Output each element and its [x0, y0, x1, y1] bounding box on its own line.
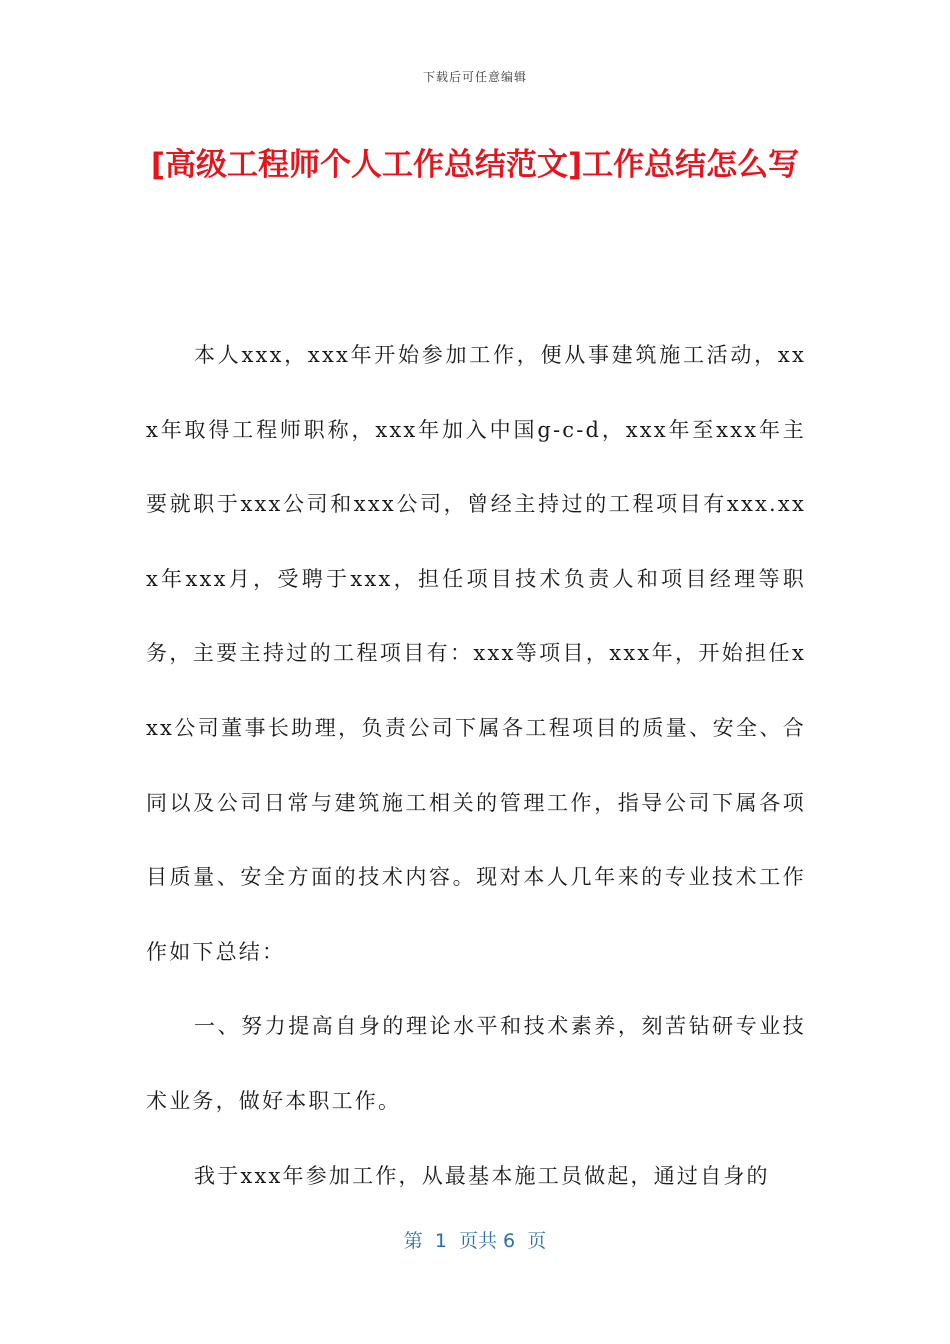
paragraph-intro: 本人xxx，xxx年开始参加工作，便从事建筑施工活动，xxx年取得工程师职称，xxx年加入中国g-c-d，xxx年至xxx年主要就职于xxx公司和xxx公司，曾经主持过的工程项目有xxx.xxx年xxx月，受聘于xxx，担任项目技术负责人和项目经理等职务，主要主持过的工程项目有：xxx等项目，xxx年，开始担任xxx公司董事长助理，负责公司下属各工程项目的质量、安全、合同以及公司日常与建筑施工相关的管理工作，指导公司下属各项目质量、安全方面的技术内容。现对本人几年来的专业技术工作作如下总结：: [146, 343, 806, 964]
header-note: 下载后可任意编辑: [422, 70, 527, 84]
document-body: [146, 318, 806, 1213]
paragraph-section-one-body: 我于xxx年参加工作，从最基本施工员做起，通过自身的: [194, 1163, 770, 1188]
paragraph-section-one-heading: 一、努力提高自身的理论水平和技术素养，刻苦钻研专业技术业务，做好本职工作。: [146, 1014, 806, 1113]
document-title: [高级工程师个人工作总结范文]工作总结怎么写: [150, 147, 800, 183]
page-number-footer: 第 1 页共 6 页: [403, 1230, 547, 1252]
